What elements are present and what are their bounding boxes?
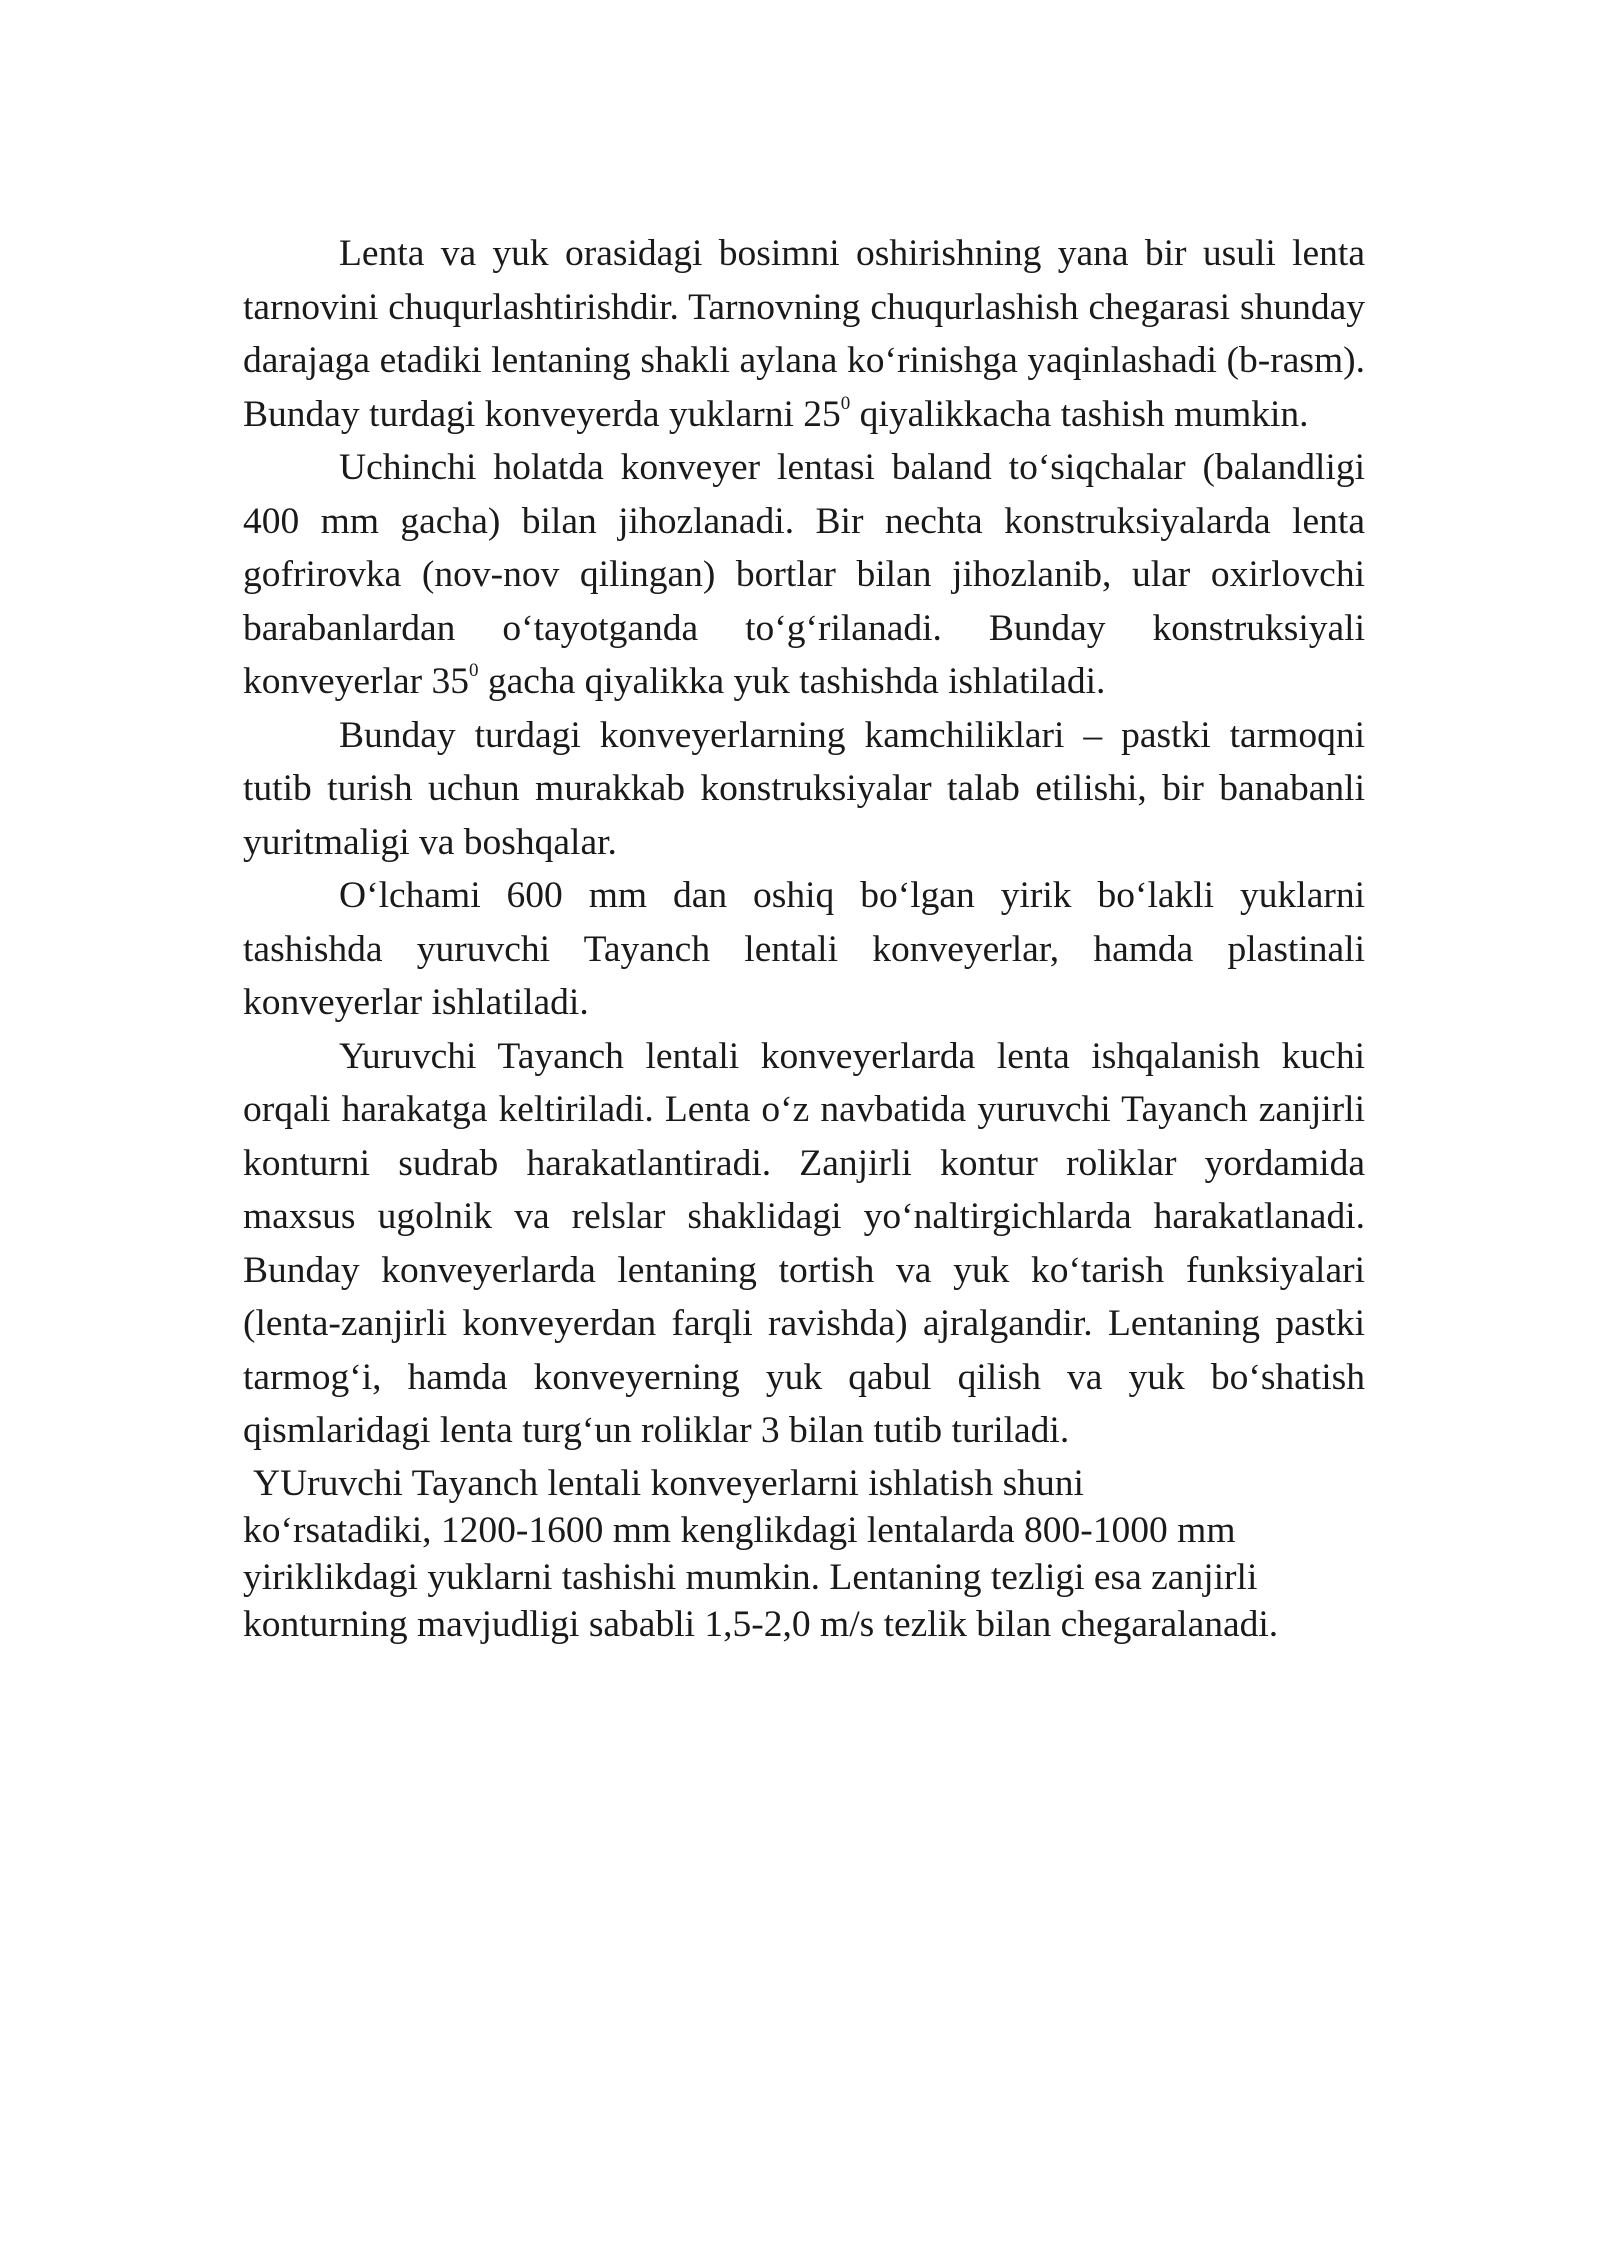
- paragraph-text: Uchinchi holatda konveyer lentasi baland to‘siqchalar (balandligi 400 mm gacha) bilan jihozlanadi. Bir nechta konstruksiyalarda lenta gofrirovka (nov-nov qilingan) bortlar bilan jihozlanib, ular oxirlovchi barabanlardan o‘tayotganda to‘g‘rilanadi. Bunday konstruksiyali konveyerlar 35: [243, 447, 1365, 702]
- paragraph-drawbacks: Bunday turdagi konveyerlarning kamchiliklari – pastki tarmoqni tutib turish uchun murakkab konstruksiyalar talab etilishi, bir banabanli yuritmaligi va boshqalar.: [243, 714, 1365, 863]
- paragraph-text: qiyalikkacha tashish mumkin.: [850, 393, 1309, 435]
- paragraph-line: konturning mavjudligi sababli 1,5-2,0 m/s tezlik bilan chegaralanadi.: [243, 1603, 1279, 1645]
- degree-superscript: 0: [468, 660, 479, 681]
- degree-superscript: 0: [840, 392, 851, 414]
- paragraph-moving-support: Yuruvchi Tayanch lentali konveyerlarda lenta ishqalanish kuchi orqali harakatga keltiriladi. Lenta o‘z navbatida yuruvchi Tayanch zanjirli konturni sudrab harakatlantiradi. Zanjirli kontur roliklar yordamida maxsus ugolnik va relslar shaklidagi yo‘naltirgichlarda harakatlanadi. Bunday konveyerlarda lentaning tortish va yuk ko‘tarish funksiyalari (lenta-zanjirli konveyerdan farqli ravishda) ajralgandir. Lentaning pastki tarmog‘i, hamda konveyerning yuk qabul qilish va yuk bo‘shatish qismlaridagi lenta turg‘un roliklar 3 bilan tutib turiladi.: [243, 1035, 1365, 1451]
- paragraph-line: ko‘rsatadiki, 1200-1600 mm kenglikdagi lentalarda 800-1000 mm: [243, 1509, 1236, 1551]
- paragraph-line: yiriklikdagi yuklarni tashishi mumkin. Lentaning tezligi esa zanjirli: [243, 1556, 1258, 1598]
- paragraph-high-partitions: [243, 441, 1365, 709]
- paragraph-text: Lenta va yuk orasidagi bosimni oshirishning yana bir usuli lenta tarnovini chuqurlashtirishdir. Tarnovning chuqurlashish chegarasi shunday darajaga etadiki lentaning shakli aylana ko‘rinishga yaqinlashadi (b-rasm). Bunday turdagi konveyerda yuklarni 25: [243, 233, 1365, 435]
- paragraph-line: YUruvchi Tayanch lentali konveyerlarni ishlatish shuni: [253, 1462, 1084, 1504]
- paragraph-large-lumps: O‘lchami 600 mm dan oshiq bo‘lgan yirik bo‘lakli yuklarni tashishda yuruvchi Tayanch lentali konveyerlar, hamda plastinali konveyerlar ishlatiladi.: [243, 875, 1365, 1023]
- document-body: [243, 227, 1365, 1648]
- paragraph-text: gacha qiyalikka yuk tashishda ishlatiladi.: [478, 661, 1106, 702]
- paragraph-usage-limits: [243, 1460, 1365, 1648]
- paragraph-deep-trough: [243, 227, 1365, 441]
